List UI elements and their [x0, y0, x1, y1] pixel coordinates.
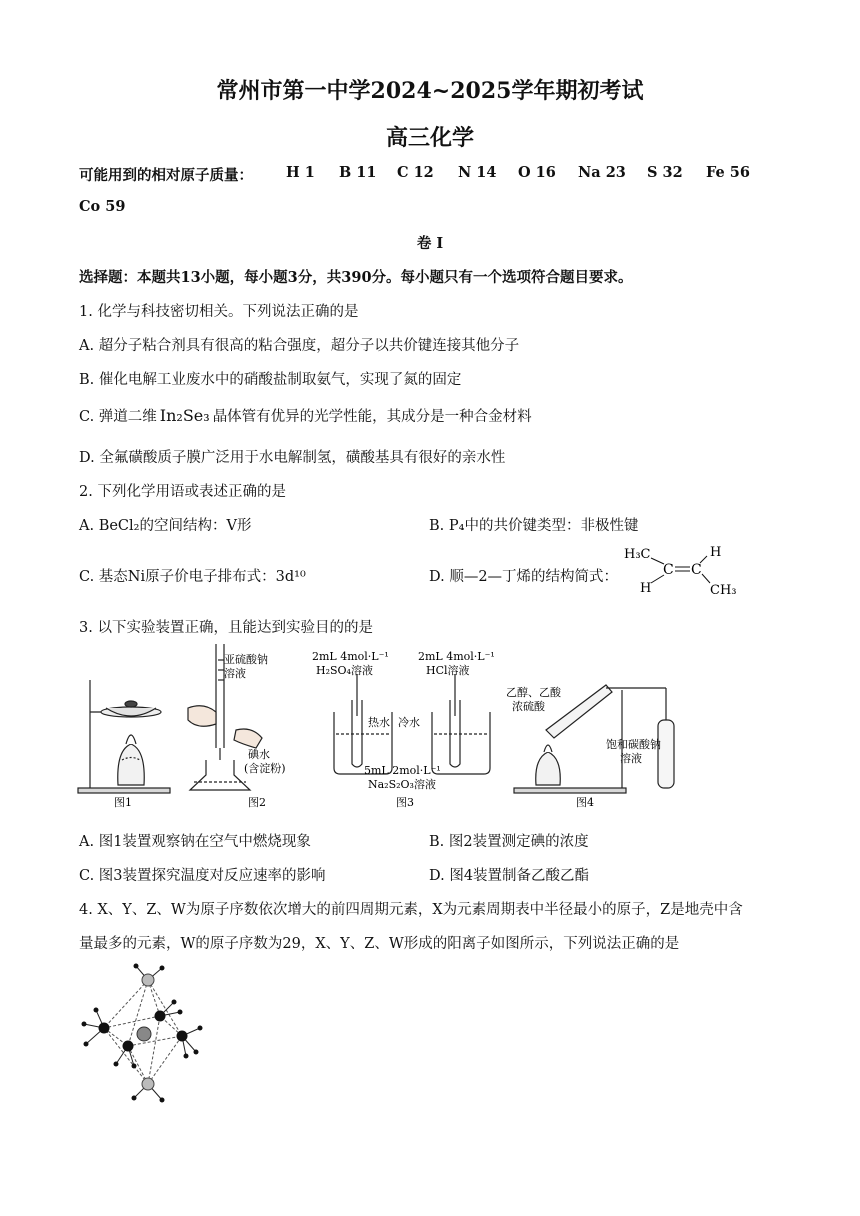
- cis-butene-structure: [618, 540, 768, 602]
- z-atom-top: [142, 974, 154, 986]
- section-instruction: 选择题：本题共13小题，每小题3分，共390分。每小题只有一个选项符合题目要求。: [79, 269, 633, 286]
- fig1-apparatus: [78, 680, 170, 793]
- fig4-tube-label2: 溶液: [620, 752, 642, 765]
- q3-option-c: C. 图3装置探究温度对反应速率的影响: [79, 868, 326, 884]
- fig3-bottom-label2: Na₂S₂O₃溶液: [368, 778, 436, 791]
- mass-s: S 32: [647, 164, 683, 181]
- mass-fe: Fe 56: [706, 164, 750, 181]
- struct-h-top: H: [710, 545, 722, 560]
- fig4-caption: 图4: [576, 796, 594, 809]
- fig3-right-top: 2mL 4mol·L⁻¹: [418, 650, 495, 663]
- q1-option-d: D. 全氟磺酸质子膜广泛用于水电解制氢，磺酸基具有很好的亲水性: [79, 450, 506, 466]
- q3-option-a: A. 图1装置观察钠在空气中燃烧现象: [79, 834, 311, 850]
- q2-option-d: D. 顺—2—丁烯的结构简式：: [429, 569, 619, 585]
- z-atom-bottom: [142, 1078, 154, 1090]
- mass-o: O 16: [518, 164, 556, 181]
- fig2-caption: 图2: [248, 796, 266, 809]
- struct-c1: C: [663, 562, 674, 578]
- fig3-bottom-label: 5mL 2mol·L⁻¹: [364, 764, 441, 777]
- w-atom-center: [137, 1027, 151, 1041]
- y-atom: [123, 1041, 134, 1052]
- struct-c2: C: [691, 562, 702, 578]
- fig2-flask-label: 碘水: [248, 748, 270, 761]
- y-atom: [155, 1011, 166, 1022]
- fig4-reagent-label2: 浓硫酸: [512, 700, 545, 713]
- fig4-tube-label: 饱和碳酸钠: [606, 738, 661, 751]
- fig3-left-top2: H₂SO₄溶液: [316, 664, 373, 677]
- q1-stem: 1. 化学与科技密切相关。下列说法正确的是: [79, 304, 359, 320]
- fig3-hot-water: 热水: [368, 716, 390, 729]
- mass-n: N 14: [458, 164, 497, 181]
- q3-stem: 3. 以下实验装置正确，且能达到实验目的的是: [79, 620, 373, 636]
- exam-title: 常州市第一中学2024~2025学年期初考试: [216, 78, 644, 104]
- mass-co: Co 59: [79, 198, 126, 215]
- q3-option-d: D. 图4装置制备乙酸乙酯: [429, 868, 590, 884]
- y-atom: [99, 1023, 110, 1034]
- q1-option-c: [79, 405, 532, 426]
- fig3-caption: 图3: [396, 796, 414, 809]
- y-atom: [177, 1031, 188, 1042]
- struct-ch3-bottom: CH₃: [710, 583, 737, 598]
- atomic-mass-prefix: 可能用到的相对原子质量：: [79, 167, 253, 184]
- fig2-reagent-label2: 溶液: [224, 667, 246, 680]
- q4-cation-structure: [76, 958, 216, 1108]
- section-label: 卷 I: [416, 235, 444, 252]
- mass-b: B 11: [339, 164, 377, 181]
- fig4-reagent-label: 乙醇、乙酸: [506, 686, 561, 699]
- q2-option-b: B. P₄中的共价键类型：非极性键: [429, 518, 639, 534]
- q4-stem-line2: 量最多的元素，W的原子序数为29，X、Y、Z、W形成的阳离子如图所示，下列说法正确的是: [79, 936, 680, 952]
- exam-subtitle: 高三化学: [385, 125, 474, 151]
- fig2-reagent-label: 亚硫酸钠: [224, 653, 268, 666]
- mass-c: C 12: [397, 164, 434, 181]
- q2-stem: 2. 下列化学用语或表述正确的是: [79, 484, 286, 500]
- fig3-left-top: 2mL 4mol·L⁻¹: [312, 650, 389, 663]
- struct-h-bottom: H: [640, 581, 652, 596]
- q1-option-b: B. 催化电解工业废水中的硝酸盐制取氨气，实现了氮的固定: [79, 372, 462, 388]
- q4-stem-line1: 4. X、Y、Z、W为原子序数依次增大的前四周期元素，X为元素周期表中半径最小的原子，Z是地壳中含: [79, 902, 743, 918]
- q3-apparatus-figure: [76, 640, 716, 816]
- mass-h: H 1: [286, 164, 315, 181]
- q1-option-a: A. 超分子粘合剂具有很高的粘合强度，超分子以共价键连接其他分子: [79, 338, 520, 354]
- mass-na: Na 23: [578, 164, 626, 181]
- q1-option-c-post: 晶体管有优异的光学性能，其成分是一种合金材料: [212, 409, 532, 425]
- q1-option-c-pre: C. 弹道二维: [79, 409, 157, 425]
- q2-option-a: A. BeCl₂的空间结构：V形: [79, 518, 252, 534]
- fig1-caption: 图1: [114, 796, 132, 809]
- struct-ch3-top: H₃C: [624, 547, 651, 562]
- fig3-cold-water: 冷水: [398, 716, 420, 729]
- q2-option-c: C. 基态Ni原子价电子排布式：3d¹⁰: [79, 569, 306, 585]
- fig2-flask-label2: (含淀粉): [244, 762, 286, 775]
- fig3-right-top2: HCl溶液: [426, 664, 470, 677]
- q3-option-b: B. 图2装置测定碘的浓度: [429, 834, 589, 850]
- q1-formula: In₂Se₃: [159, 406, 210, 425]
